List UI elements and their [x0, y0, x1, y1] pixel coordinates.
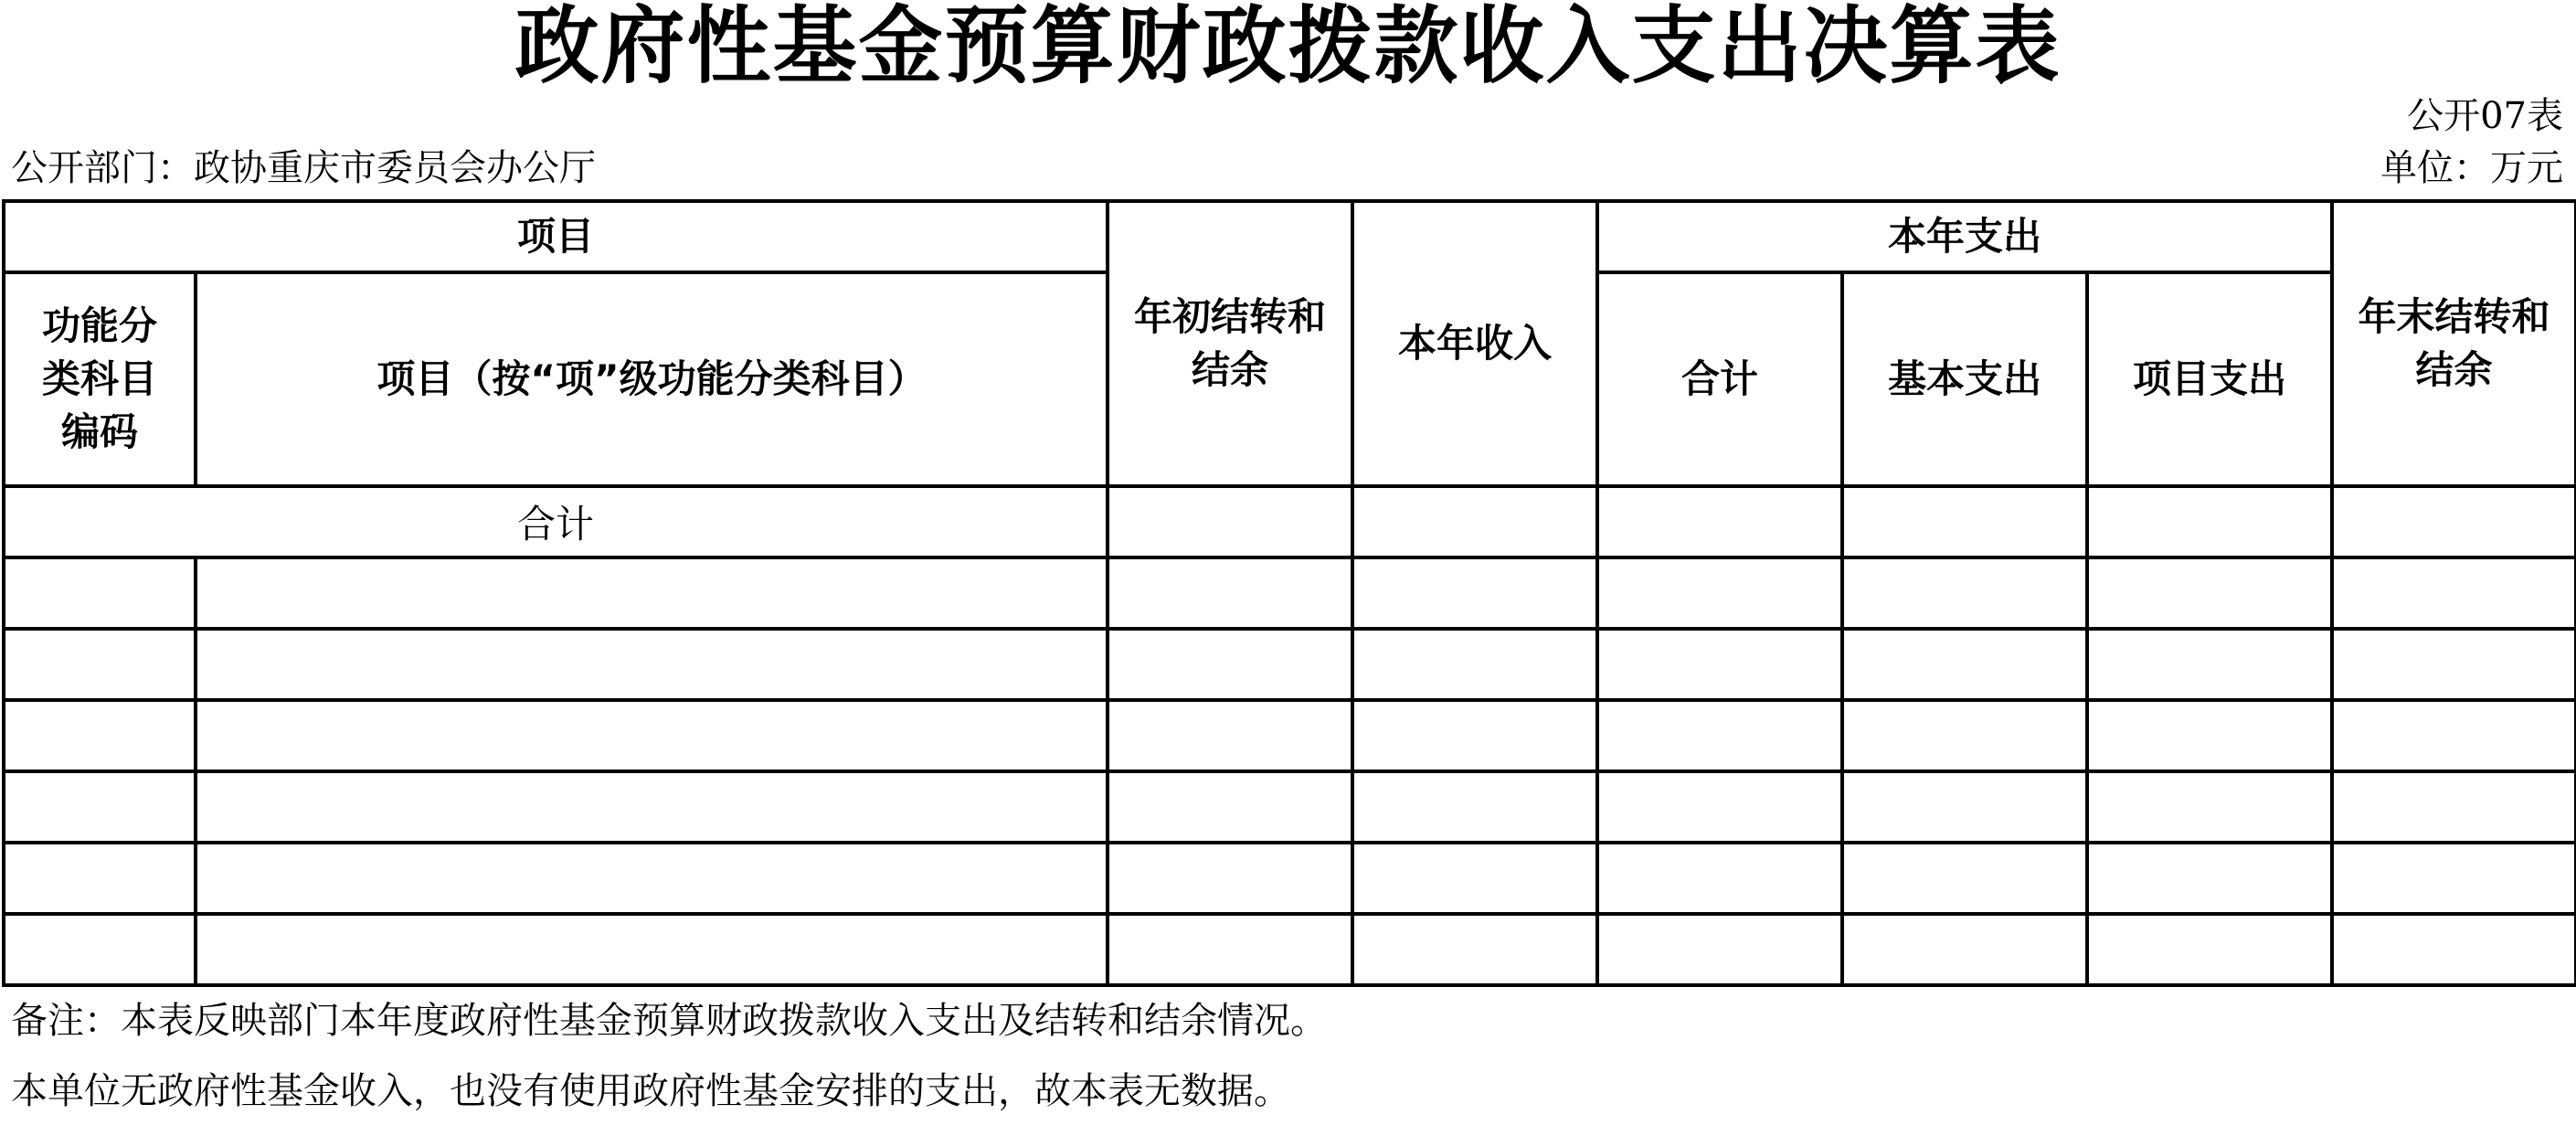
table-cell — [1842, 700, 2087, 771]
table-cell — [2087, 771, 2332, 843]
table-cell — [4, 629, 196, 700]
table-cell — [1352, 843, 1597, 914]
table-cell — [2087, 486, 2332, 557]
table-cell — [2332, 557, 2576, 629]
table-cell — [1352, 700, 1597, 771]
table-cell — [1108, 486, 1352, 557]
table-cell — [1352, 771, 1597, 843]
table-cell — [4, 700, 196, 771]
table-cell — [1597, 771, 1842, 843]
table-cell — [196, 557, 1108, 629]
table-cell — [196, 771, 1108, 843]
table-row — [4, 557, 2576, 629]
table-cell — [1108, 629, 1352, 700]
table-cell — [4, 771, 196, 843]
table-cell — [1108, 914, 1352, 985]
form-number: 公开07表 — [2407, 95, 2563, 137]
table-cell — [2332, 486, 2576, 557]
table-cell — [2087, 700, 2332, 771]
table-cell — [4, 843, 196, 914]
table-cell — [1352, 486, 1597, 557]
table-cell — [1352, 557, 1597, 629]
table-cell — [1597, 843, 1842, 914]
table-cell — [4, 557, 196, 629]
table-cell — [1108, 843, 1352, 914]
table-cell — [1597, 486, 1842, 557]
header-project: 项目 — [4, 201, 1108, 272]
header-expense-total: 合计 — [1597, 272, 1842, 486]
table-cell — [1842, 629, 2087, 700]
unit-label: 单位：万元 — [2380, 147, 2563, 189]
table-row — [4, 700, 2576, 771]
table-cell — [1352, 914, 1597, 985]
table-cell — [196, 843, 1108, 914]
table-row — [4, 629, 2576, 700]
table-cell — [196, 700, 1108, 771]
table-cell — [196, 914, 1108, 985]
table-cell — [2332, 771, 2576, 843]
header-basic-expense: 基本支出 — [1842, 272, 2087, 486]
header-program-expense: 项目支出 — [2087, 272, 2332, 486]
table-cell — [1352, 629, 1597, 700]
header-project-name: 项目（按“项”级功能分类科目） — [196, 272, 1108, 486]
note-line-1: 备注：本表反映部门本年度政府性基金预算财政拨款收入支出及结转和结余情况。 — [11, 1000, 1327, 1042]
header-carryover-begin — [1108, 201, 1352, 486]
note-line-2: 本单位无政府性基金收入，也没有使用政府性基金安排的支出，故本表无数据。 — [11, 1070, 1290, 1112]
table-row — [4, 771, 2576, 843]
table-cell — [1842, 914, 2087, 985]
page-title: 政府性基金预算财政拨款收入支出决算表 — [514, 0, 2062, 95]
table-cell — [2087, 914, 2332, 985]
table-cell — [1842, 557, 2087, 629]
table-cell — [196, 629, 1108, 700]
table-row-total — [4, 486, 2576, 557]
table-cell — [2332, 629, 2576, 700]
table-cell — [1842, 843, 2087, 914]
header-carryover-begin-text: 年初结转和结余 — [1134, 294, 1327, 392]
table-cell — [1597, 629, 1842, 700]
table-cell — [2332, 914, 2576, 985]
table-cell — [4, 914, 196, 985]
table-cell — [1597, 557, 1842, 629]
header-function-code — [4, 272, 196, 486]
table-cell — [2087, 843, 2332, 914]
table-row — [4, 914, 2576, 985]
final-accounts-table — [2, 199, 2576, 987]
table-cell — [1108, 557, 1352, 629]
total-row-label: 合计 — [4, 486, 1108, 557]
header-carryover-end — [2332, 201, 2576, 486]
table-row — [4, 843, 2576, 914]
table-cell — [2087, 557, 2332, 629]
table-cell — [2087, 629, 2332, 700]
table-cell — [1108, 700, 1352, 771]
table-cell — [1597, 700, 1842, 771]
department-label: 公开部门：政协重庆市委员会办公厅 — [11, 147, 596, 189]
header-carryover-end-text: 年末结转和结余 — [2358, 294, 2550, 392]
header-function-code-text: 功能分类科目编码 — [41, 303, 157, 454]
table-cell — [1842, 771, 2087, 843]
header-current-income: 本年收入 — [1352, 201, 1597, 486]
table-cell — [2332, 700, 2576, 771]
table-cell — [1597, 914, 1842, 985]
table-cell — [1108, 771, 1352, 843]
table-cell — [2332, 843, 2576, 914]
table-cell — [1842, 486, 2087, 557]
header-current-expense: 本年支出 — [1597, 201, 2332, 272]
